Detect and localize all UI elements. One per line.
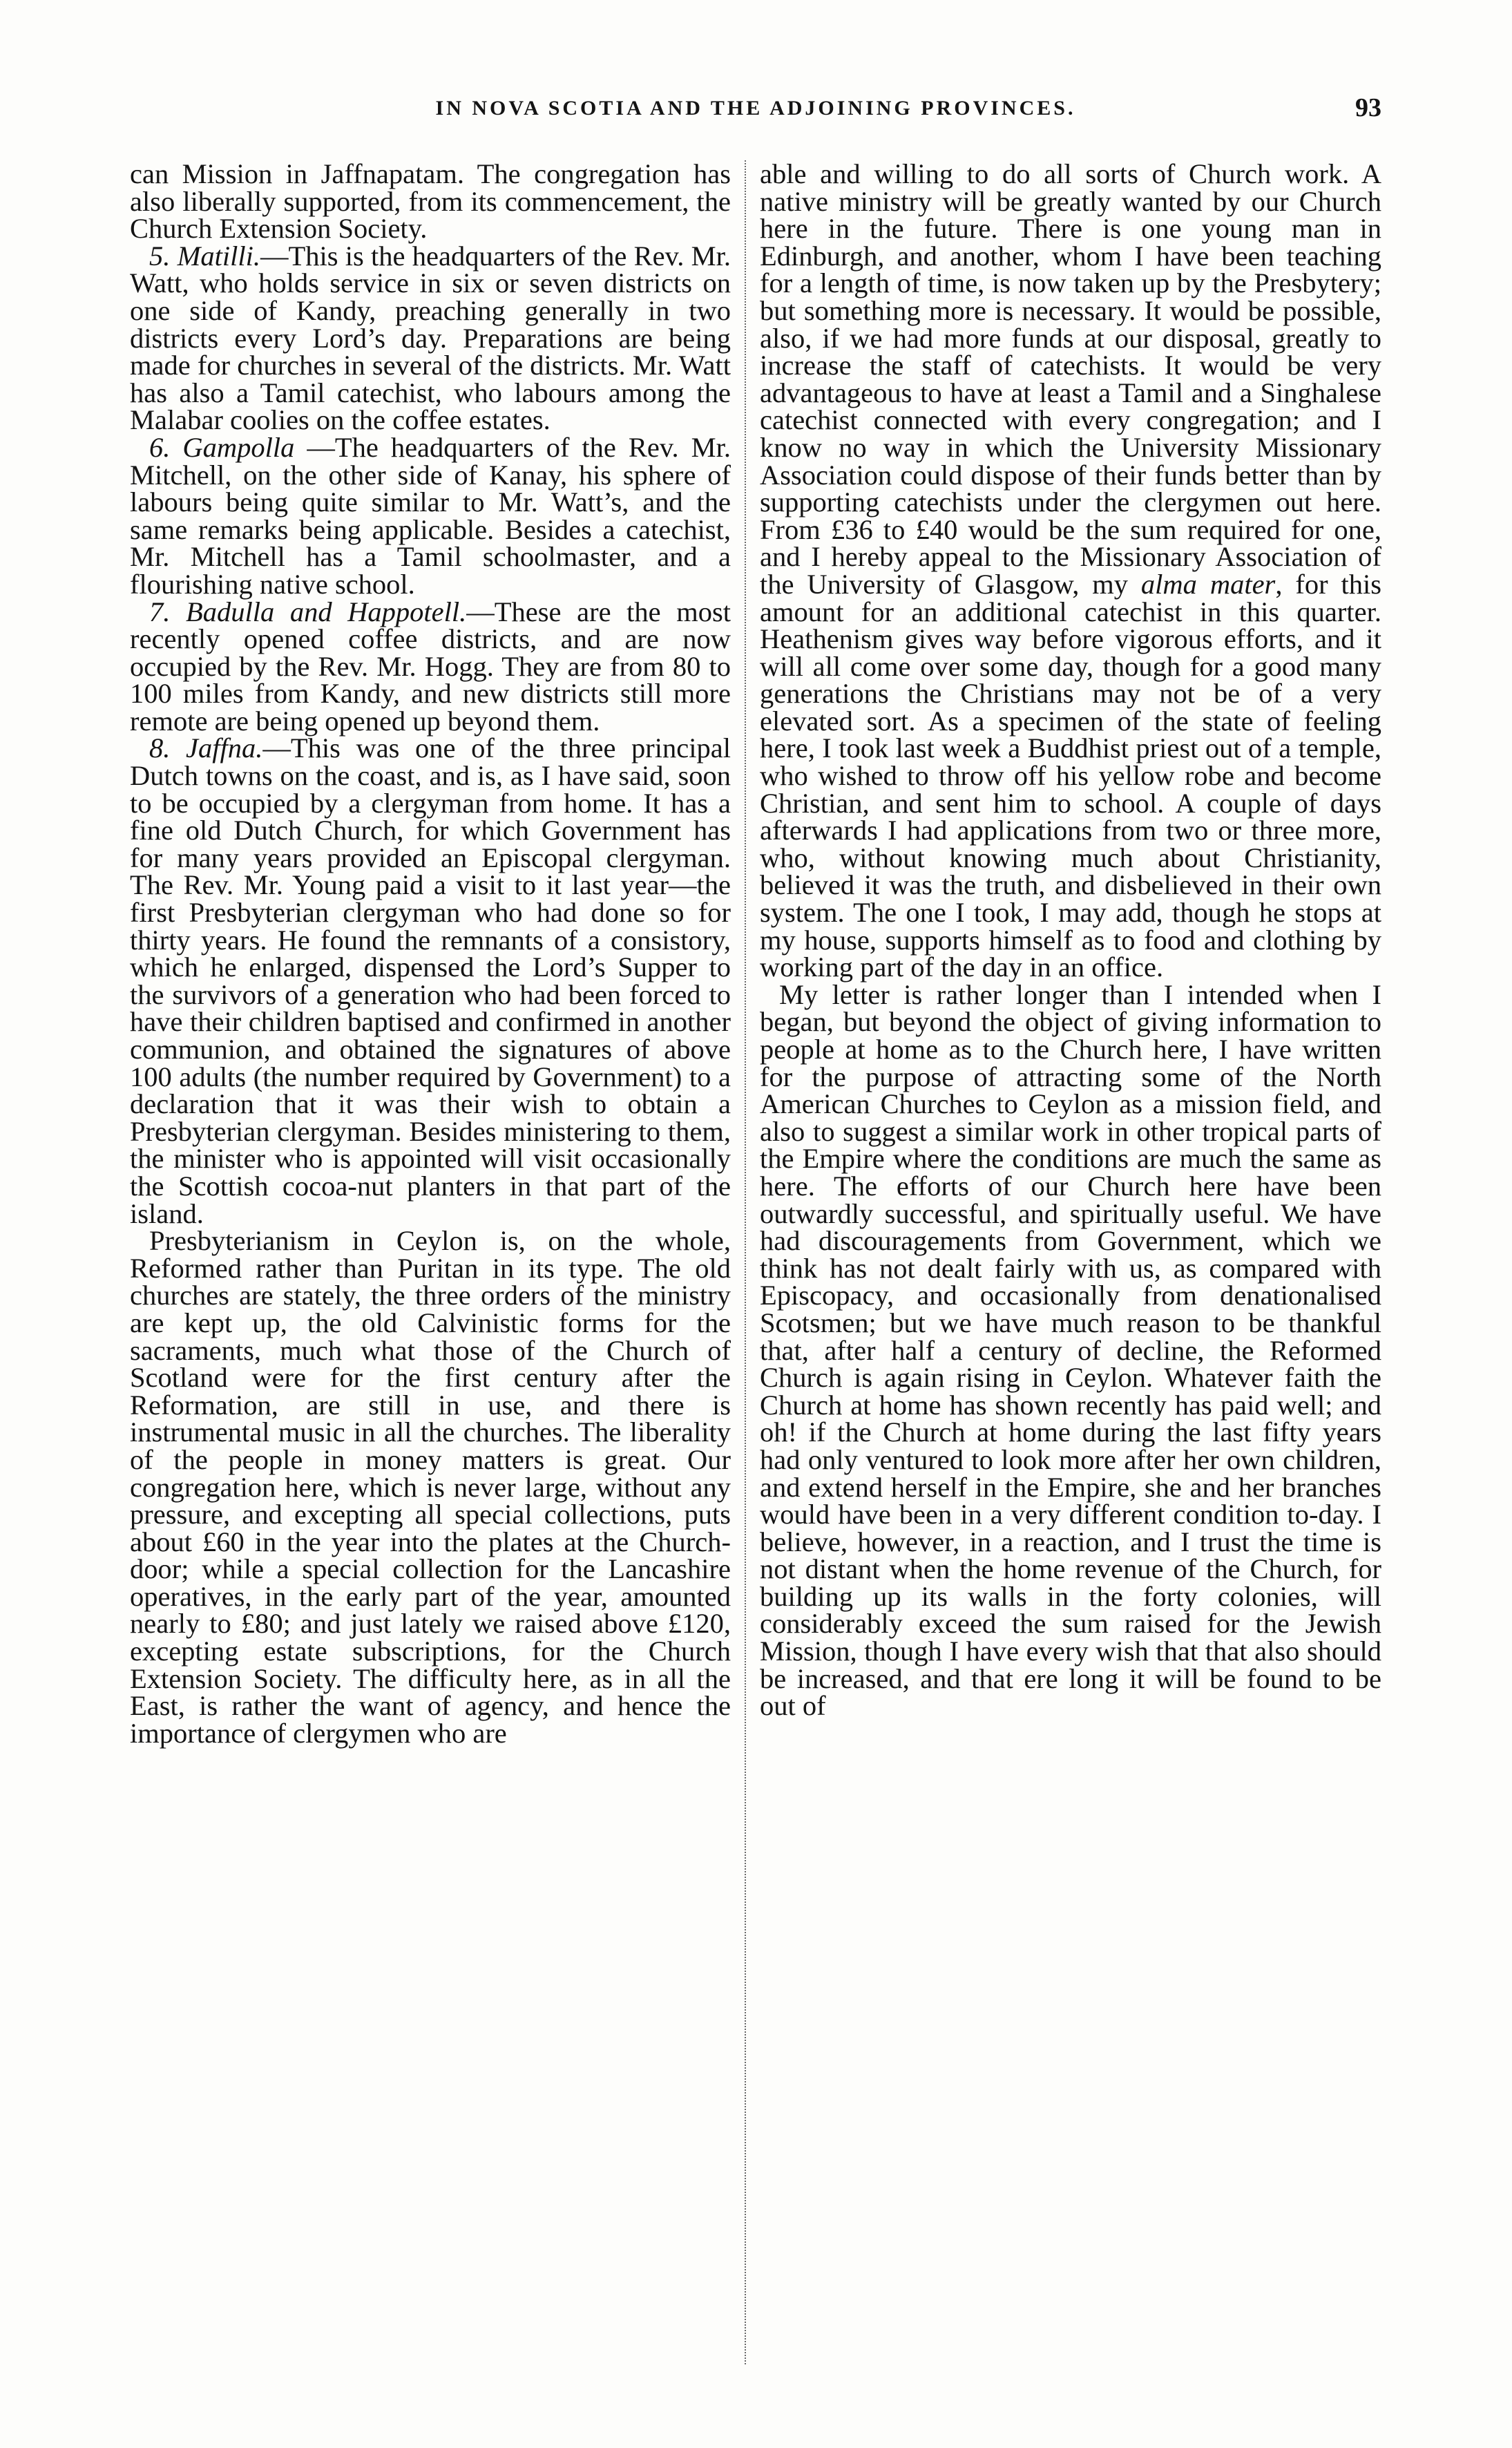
paragraph-gampolla-text: —The headquarters of the Rev. Mr. Mitchell, on the other side of Kanay, his sphere of labours being quite similar to Mr. Watt’s, and the same remarks being applicable. Besides a catechist, Mr. Mitchell has a Tamil schoolmaster, and a flourishing native school. bbox=[130, 431, 731, 600]
paragraph-jaffna bbox=[130, 734, 731, 1227]
paragraph-badulla-text: —These are the most recently opened coffee districts, and are now occupied by the Rev. Mr. Hogg. They are from 80 to 100 miles from Kandy, and new districts still more remote are being opened up beyond them. bbox=[130, 596, 731, 737]
paragraph-presbyterianism: Presbyterianism in Ceylon is, on the whole, Reformed rather than Puritan in its type. The old churches are stately, the three orders of the ministry are kept up, the old Calvinistic forms for the sacraments, much what those of the Church of Scotland were for the first century after the Reformation, are still in use, and there is instrumental music in all the churches. The liberality of the people in money matters is great. Our congregation here, which is never large, without any pressure, and excepting all special collections, puts about £60 in the year into the plates at the Church-door; while a special collection for the Lancashire operatives, in the early part of the year, amounted nearly to £80; and just lately we raised above £120, excepting estate subscriptions, for the Church Extension Society. The difficulty here, as in all the East, is rather the want of agency, and hence the importance of clergymen who are bbox=[130, 1225, 731, 1749]
paragraph-gampolla bbox=[130, 431, 731, 600]
section-head-badulla: 7. Badulla and Happotell. bbox=[149, 596, 467, 627]
right-column bbox=[760, 160, 1381, 2371]
section-head-matilli: 5. Matilli. bbox=[149, 240, 260, 272]
paragraph-matilli bbox=[130, 240, 731, 436]
page-number: 93 bbox=[1355, 93, 1381, 122]
left-column bbox=[130, 160, 731, 2371]
paragraph-letter-closing: My letter is rather longer than I intended when I began, but beyond the object of giving information to people at home as to the Church here, I have written for the purpose of attracting some of the North American Churches to Ceylon as a mission field, and also to suggest a similar work in other tropical parts of the Empire where the conditions are much the same as here. The efforts of our Church here have been outwardly successful, and spiritually useful. We have had discouragements from Government, which we think has not dealt fairly with us, as compared with Episcopacy, and occasionally from denationalised Scotsmen; but we have much reason to be thankful that, after half a century of decline, the Reformed Church is again rising in Ceylon. Whatever faith the Church at home has shown recently has paid well; and oh! if the Church at home during the last fifty years had only ventured to look more after her own children, and extend herself in the Empire, she and her branches would have been in a very different condition to-day. I believe, however, in a reaction, and I trust the time is not distant when the home revenue of the Church, for building up its walls in the forty colonies, will considerably exceed the sum raised for the Jewish Mission, though I have every wish that that also should be increased, and that ere long it will be found to be out of bbox=[760, 978, 1381, 1722]
paragraph-native-ministry-text-a: able and willing to do all sorts of Church work. A native ministry will be greatly wanted by our Church here in the future. There is one young man in Edinburgh, and another, whom I have been teaching for a length of time, is now taken up by the Presbytery; but something more is necessary. It would be possible, also, if we had more funds at our disposal, greatly to increase the staff of catechists. It would be very advantageous to have at least a Tamil and a Singhalese catechist connected with every congregation; and I know no way in which the University Missionary Association could dispose of their funds better than by supporting catechists under the clergymen out here. From £36 to £40 would be the sum required for one, and I hereby appeal to the Missionary Association of the University of Glasgow, my bbox=[760, 160, 1381, 600]
paragraph-native-ministry bbox=[760, 160, 1381, 981]
paragraph-matilli-text: —This is the headquarters of the Rev. Mr. Watt, who holds service in six or seven districts on one side of Kandy, preaching generally in two districts every Lord’s day. Preparations are being made for churches in several of the districts. Mr. Watt has also a Tamil catechist, who labours among the Malabar coolies on the coffee estates. bbox=[130, 240, 731, 436]
paragraph-native-ministry-text-b: , for this amount for an additional catechist in this quarter. Heathenism gives way before vigorous efforts, and it will all come over some day, though for a good many generations the Christians may not be of a very elevated sort. As a specimen of the state of feeling here, I took last week a Buddhist priest out of a temple, who wished to throw off his yellow robe and become Christian, and sent him to school. A couple of days afterwards I had applications from two or three more, who, without knowing much about Christianity, believed it was the truth, and disbelieved in their own system. The one I took, I may add, though he stops at my house, supports himself as to food and clothing by working part of the day in an office. bbox=[760, 568, 1381, 983]
section-head-gampolla: 6. Gampolla bbox=[149, 431, 295, 463]
section-head-jaffna: 8. Jaffna. bbox=[149, 732, 263, 764]
page-header bbox=[130, 93, 1381, 138]
running-head: IN NOVA SCOTIA AND THE ADJOINING PROVINCES. bbox=[435, 97, 1076, 120]
paragraph-church-extension: can Mission in Jaffnapatam. The congregation has also liberally supported, from its commencement, the Church Extension Society. bbox=[130, 160, 731, 245]
column-divider bbox=[745, 160, 746, 2364]
paragraph-badulla bbox=[130, 598, 731, 735]
alma-mater-phrase: alma mater bbox=[1140, 568, 1276, 600]
paragraph-jaffna-text: —This was one of the three principal Dutch towns on the coast, and is, as I have said, soon to be occupied by a clergyman from home. It has a fine old Dutch Church, for which Government has for many years provided an Episcopal clergyman. The Rev. Mr. Young paid a visit to it last year—the first Presbyterian clergyman who had done so for thirty years. He found the remnants of a consistory, which he enlarged, dispensed the Lord’s Supper to the survivors of a generation who had been forced to have their children baptised and confirmed in another communion, and obtained the signatures of above 100 adults (the number required by Government) to a declaration that it was their wish to obtain a Presbyterian clergyman. Besides ministering to them, the minister who is appointed will visit occasionally the Scottish cocoa-nut planters in that part of the island. bbox=[130, 732, 731, 1229]
